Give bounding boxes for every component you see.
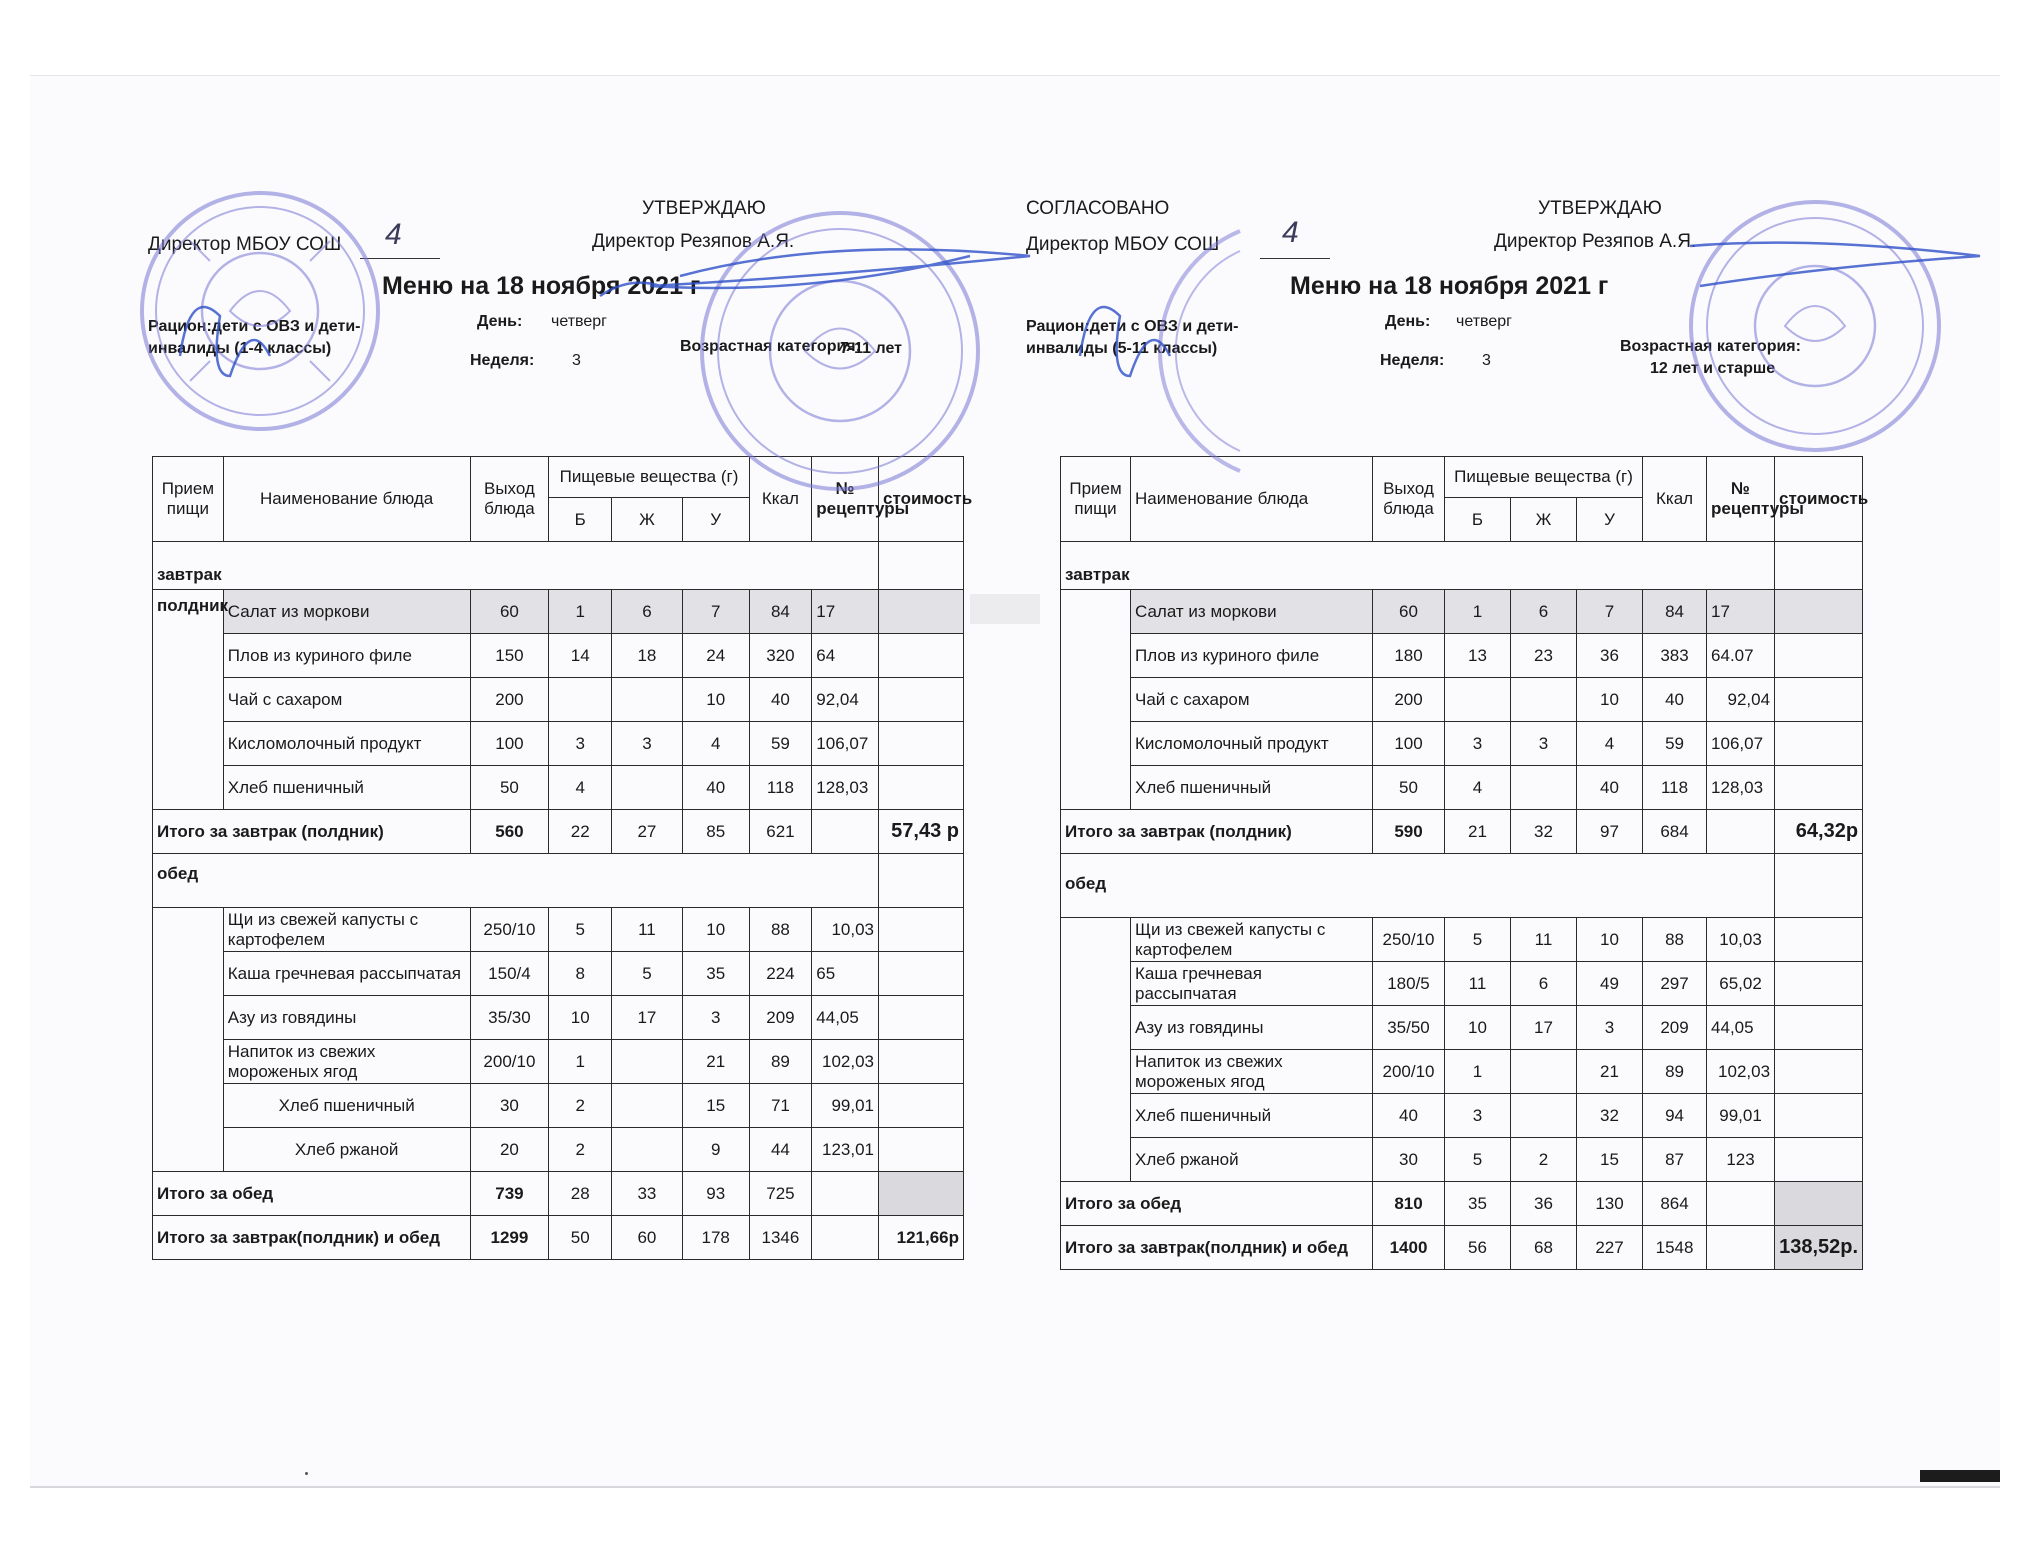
meal-breakfast: завтрак (1061, 542, 1775, 590)
age-label: Возрастная категория: (680, 338, 861, 355)
table-row: Хлеб пшеничный 40 3 32 94 99,01 (1061, 1094, 1863, 1138)
table-row: Азу из говядины 35/50 10 17 3 209 44,05 (1061, 1006, 1863, 1050)
total-row: Итого за завтрак (полдник) 560 22 27 85 621 57,43 р (153, 810, 964, 854)
ration-label: Рацион:дети с ОВЗ и дети-инвалиды (5-11 классы) (1026, 318, 1239, 357)
total-row: Итого за обед 739 28 33 93 725 (153, 1172, 964, 1216)
age-label: Возрастная категория: (1620, 338, 1801, 355)
header-u: У (1577, 498, 1643, 542)
day-label: День: (477, 313, 523, 330)
table-row: Чай с сахаром 200 10 40 92,04 (153, 678, 964, 722)
header-kcal: Ккал (749, 457, 812, 542)
meal-lunch: обед (153, 854, 879, 908)
school-number: 4 (385, 218, 402, 251)
page-title: Меню на 18 ноября 2021 г (382, 272, 701, 300)
table-row: Щи из свежей капусты с картофелем 250/10 5 11 10 88 10,03 (1061, 918, 1863, 962)
header-dish: Наименование блюда (223, 457, 470, 542)
school-number: 4 (1282, 216, 1299, 249)
meal-breakfast: завтрак (153, 542, 879, 590)
week-label: Неделя: (1380, 352, 1445, 369)
total-row: Итого за обед 810 35 36 130 864 (1061, 1182, 1863, 1226)
total-row: Итого за завтрак(полдник) и обед 1400 56 68 227 1548 138,52р. (1061, 1226, 1863, 1270)
ration-label: Рацион:дети с ОВЗ и дети-инвалиды (1-4 классы) (148, 318, 361, 357)
age-value: 12 лет и старше (1650, 360, 1776, 377)
day-label: День: (1385, 313, 1431, 330)
table-row: Хлеб пшеничный 30 2 15 71 99,01 (153, 1084, 964, 1128)
header-u: У (682, 498, 749, 542)
table-row: Каша гречневая рассыпчатая 150/4 8 5 35 224 65 (153, 952, 964, 996)
page-title: Меню на 18 ноября 2021 г (1290, 272, 1609, 300)
table-row: полдник Салат из моркови 60 1 6 7 84 17 (153, 590, 964, 634)
director-school-label: Директор МБОУ СОШ (1026, 234, 1220, 255)
table-row: Напиток из свежих мороженых ягод 200/10 1 21 89 102,03 (153, 1040, 964, 1084)
header-cost: стоимость (1775, 457, 1863, 542)
header-yield: Выход блюда (470, 457, 549, 542)
header-meal: Прием пищи (1061, 457, 1131, 542)
total-row: Итого за завтрак(полдник) и обед 1299 50 60 178 1346 121,66р (153, 1216, 964, 1260)
round-seal-icon (1680, 181, 1950, 471)
week-label: Неделя: (470, 352, 535, 369)
age-value: 7-11 лет (839, 340, 902, 357)
table-row: Кисломолочный продукт 100 3 3 4 59 106,07 (1061, 722, 1863, 766)
table-row: Щи из свежей капусты с картофелем 250/10 5 11 10 88 10,03 (153, 908, 964, 952)
header-nutrients: Пищевые вещества (г) (549, 457, 749, 498)
header-b: Б (1445, 498, 1511, 542)
header-recipe: № рецептуры (1707, 457, 1775, 542)
round-seal-icon (130, 181, 390, 441)
table-row: Хлеб ржаной 30 5 2 15 87 123 (1061, 1138, 1863, 1182)
day-value: четверг (551, 313, 607, 330)
agreed-label: СОГЛАСОВАНО (1026, 198, 1170, 219)
approve-label: УТВЕРЖДАЮ (1538, 198, 1662, 219)
week-value: 3 (572, 352, 581, 369)
week-value: 3 (1482, 352, 1491, 369)
approve-label: УТВЕРЖДАЮ (642, 198, 766, 219)
scan-speck (305, 1472, 308, 1475)
meal-lunch: обед (1061, 854, 1775, 918)
header-nutrients: Пищевые вещества (г) (1445, 457, 1643, 498)
total-row: Итого за завтрак (полдник) 590 21 32 97 684 64,32р (1061, 810, 1863, 854)
table-row: Каша гречневая рассыпчатая 180/5 11 6 49 297 65,02 (1061, 962, 1863, 1006)
header-b: Б (549, 498, 612, 542)
scan-edge-mark (1920, 1470, 2000, 1482)
signature-line (1260, 258, 1330, 259)
header-kcal: Ккал (1643, 457, 1707, 542)
header-yield: Выход блюда (1373, 457, 1445, 542)
table-row: Салат из моркови 60 1 6 7 84 17 (1061, 590, 1863, 634)
table-row: Хлеб ржаной 20 2 9 44 123,01 (153, 1128, 964, 1172)
meal-snack: полдник (153, 590, 224, 810)
director-name: Директор Резяпов А.Я. (592, 231, 795, 252)
header-recipe: № рецептуры (812, 457, 879, 542)
scan-shade (970, 594, 1040, 624)
table-row: Хлеб пшеничный 50 4 40 118 128,03 (1061, 766, 1863, 810)
header-meal: Прием пищи (153, 457, 224, 542)
header-cost: стоимость (879, 457, 964, 542)
menu-table (1060, 456, 1869, 1270)
header-dish: Наименование блюда (1131, 457, 1373, 542)
table-row: Кисломолочный продукт 100 3 3 4 59 106,07 (153, 722, 964, 766)
table-row: Напиток из свежих мороженых ягод 200/10 1 21 89 102,03 (1061, 1050, 1863, 1094)
table-row: Плов из куриного филе 180 13 23 36 383 64.07 (1061, 634, 1863, 678)
table-row: Плов из куриного филе 150 14 18 24 320 64 (153, 634, 964, 678)
director-name: Директор Резяпов А.Я. (1494, 231, 1697, 252)
header-zh: Ж (1511, 498, 1577, 542)
director-school-label: Директор МБОУ СОШ (148, 234, 342, 255)
signature-line (360, 258, 440, 259)
scanned-sheet (30, 75, 2000, 1488)
menu-table (152, 456, 973, 1260)
day-value: четверг (1456, 313, 1512, 330)
table-row: Хлеб пшеничный 50 4 40 118 128,03 (153, 766, 964, 810)
header-zh: Ж (612, 498, 683, 542)
table-row: Азу из говядины 35/30 10 17 3 209 44,05 (153, 996, 964, 1040)
table-row: Чай с сахаром 200 10 40 92,04 (1061, 678, 1863, 722)
